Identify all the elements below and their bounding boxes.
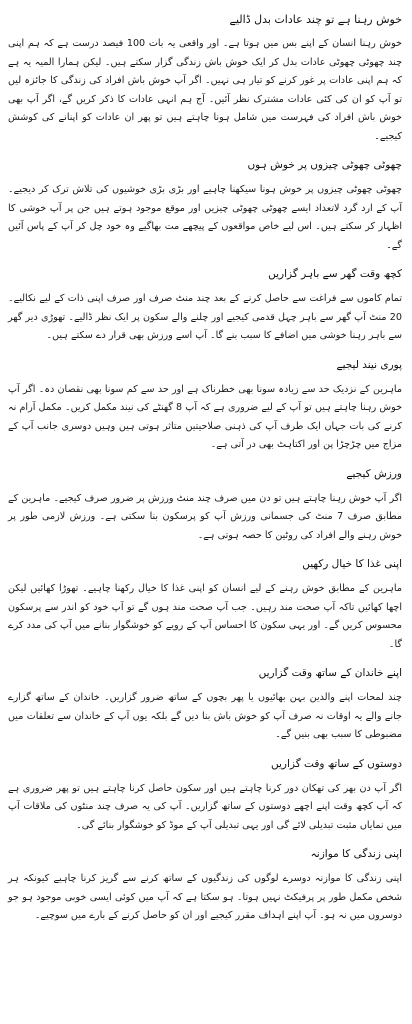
section-paragraph: اپنی زندگی کا موازنہ دوسرے لوگوں کی زندگیوں کے ساتھ کرنے سے گریز کرنا چاہیے کیونکہ ہر شخص مکمل طور پر پرفیکٹ نہیں ہوتا۔ ہو سکتا ہے کہ آپ میں کوئی ایسی خوبی موجود ہو جو دوسروں میں نہ ہو۔ آپ اپنے اہداف مقرر کیجیے اور ان کو حاصل کرنے کے بارے میں سوچیے۔ [8, 873, 402, 921]
section-exercise [8, 467, 402, 546]
section-heading: پوری نیند لیجیے [336, 358, 402, 371]
section-family [8, 666, 402, 745]
section-friends [8, 757, 402, 836]
section-sleep [8, 358, 402, 455]
section-paragraph: ماہرین کے نزدیک حد سے زیادہ سونا بھی خطرناک ہے اور حد سے کم سونا بھی نقصان دہ۔ اگر آپ خوش رہنا چاہتے ہیں تو آپ کے لیے ضروری ہے کہ آپ 8 گھنٹے کی نیند مکمل کریں۔ مکمل آرام نہ کرنے کی بات جہاں ایک طرف آپ کی ذہنی صلاحیتیں متاثر ہوتی ہیں وہیں دوسری جانب آپ کے مزاج میں چڑچڑا پن اور اکتاہٹ بھی در آتی ہے۔ [8, 383, 402, 450]
intro-paragraph: خوش رہنا انسان کے اپنے بس میں ہوتا ہے۔ اور واقعی یہ بات 100 فیصد درست ہے کہ ہم اپنی چند چھوٹی چھوٹی عادات بدل کر ایک خوش باش زندگی گزار سکتے ہیں۔ لیکن ہمارا المیہ یہ ہے کہ ہم اپنی عادات پر غور کرنے کو تیار ہی نہیں۔ اگر آپ خوش باش افراد کی زندگی کا جائزہ لیں تو آپ کو ان کی کئی عادات مشترک نظر آئیں۔ آج ہم انہی عادات کا ذکر کریں گے، اگر آپ بھی خوش باش افراد کی فہرست میں شامل ہونا چاہتے ہیں تو پھر ان عادات کو اپنانے کی کوشش کیجیے۔ [8, 38, 402, 142]
section-heading: کچھ وقت گھر سے باہر گزاریں [268, 268, 402, 280]
article-title: خوش رہنا ہے تو چند عادات بدل ڈالیے [229, 13, 402, 26]
section-paragraph: اگر آپ دن بھر کی تھکان دور کرنا چاہتے ہیں اور سکون حاصل کرنا چاہتے ہیں تو پھر ضروری ہے کہ آپ کچھ وقت اپنے اچھے دوستوں کے ساتھ گزاریں۔ آپ کی یہ صرف چند منٹوں کی ملاقات آپ میں نمایاں مثبت تبدیلی لائے گی اور یہی تبدیلی آپ کے موڈ کو خوشگوار بنائے گی۔ [8, 782, 402, 831]
section-heading: ورزش کیجیے [346, 467, 402, 480]
section-heading: اپنی غذا کا خیال رکھیں [302, 558, 402, 570]
section-paragraph: ماہرین کے مطابق خوش رہنے کے لیے انسان کو اپنی غذا کا خیال رکھنا چاہیے۔ تھوڑا کھائیں لیکن اچھا کھائیں تاکہ آپ صحت مند رہیں۔ جب آپ صحت مند ہوں گے تو آپ خود کو اندر سے پرسکون محسوس کریں گے۔ اور یہی سکون کا احساس آپ کے رویے کو خوشگوار بنانے میں آپ کی مدد کرے گا۔ [8, 583, 402, 650]
section-paragraph: چھوٹی چھوٹی چیزوں پر خوش ہونا سیکھنا چاہیے اور بڑی بڑی خوشیوں کی تلاش ترک کر دیجیے۔ آپ کے ارد گرد لاتعداد ایسے چھوٹی چھوٹی چیزیں اور موقع موجود ہوتے ہیں جن پر آپ خوشی کا اظہار کر سکتے ہیں۔ اس لیے خاص مواقعوں کے پیچھے مت بھاگیے وہ خود چل کر آپ کے پاس آئیں گے۔ [8, 184, 402, 251]
section-paragraph: اگر آپ خوش رہنا چاہتے ہیں تو دن میں صرف چند منٹ ورزش پر ضرور صرف کیجیے۔ ماہرین کے مطابق صرف 7 منٹ کی جسمانی ورزش آپ کو پرسکون بنا سکتی ہے۔ ورزش لازمی طور پر خوش رہنے والے افراد کی روٹین کا حصہ ہوتی ہے۔ [8, 492, 402, 541]
section-comparison [8, 847, 402, 926]
section-paragraph: چند لمحات اپنے والدین بہن بھائیوں یا پھر بچوں کے ساتھ ضرور گزاریں۔ خاندان کے ساتھ گزارے جانے والے یہ اوقات نہ صرف آپ کو خوش باش بنا دیں گے بلکہ یوں آپ کے خاندان سے تعلقات میں مضبوطی کا سبب بھی بنیں گے۔ [8, 692, 402, 740]
section-heading: چھوٹی چھوٹی چیزوں پر خوش ہوں [247, 159, 402, 171]
section-heading: اپنے خاندان کے ساتھ وقت گزاریں [258, 667, 402, 679]
section-heading: دوستوں کے ساتھ وقت گزاریں [271, 757, 402, 770]
section-diet [8, 557, 402, 654]
section-time-outside [8, 267, 402, 346]
section-small-things [8, 158, 402, 255]
section-paragraph: تمام کاموں سے فراغت سے حاصل کرنے کے بعد چند منٹ صرف اور صرف اپنی ذات کے لیے نکالیے۔ 20 منٹ آپ گھر سے باہر چہل قدمی کیجیے اور چلنے والے سکون پر ایک نظر ڈالیے۔ تھوڑی دیر گھر سے باہر رہنا خوشی میں اضافے کا سبب بنے گا۔ آپ اسے ورزش بھی قرار دے سکتے ہیں۔ [8, 293, 402, 341]
section-heading: اپنی زندگی کا موازنہ [310, 848, 402, 860]
